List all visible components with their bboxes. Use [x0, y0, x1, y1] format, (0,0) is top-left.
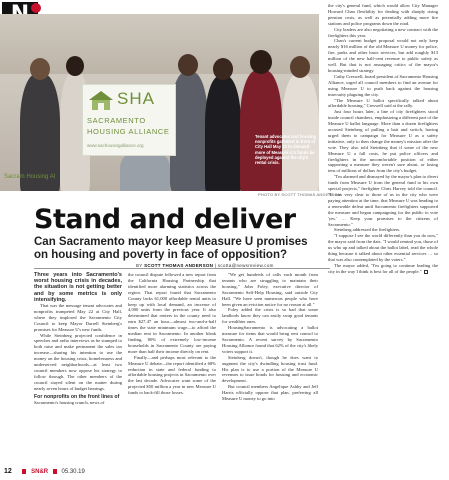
page-footer: [4, 468, 85, 475]
paragraph: That was the message tenant advocates and nonprofits trumpeted May 22 at City Hall, where they implored the Sacramento City Council to keep Mayor Darrell Steinberg's promises for Measure U's new funds.: [34, 303, 122, 332]
paragraph: HousingSacramento is advocating a ballot measure for items that would bring rent control to Sacramento. A recent survey by Sacramento Housing Alliance found that 62% of the city's likely voters support it.: [222, 325, 318, 354]
rally-photo: [0, 14, 319, 191]
byline-email: scotta@newsreview.com: [217, 263, 274, 268]
column-2: [128, 272, 216, 396]
column-1: [34, 272, 122, 406]
banner-line1: SACRAMENTO: [87, 116, 146, 125]
separator-icon: [53, 469, 57, 474]
paragraph: Sacramento's housing crunch, news of: [34, 400, 105, 406]
paragraph: "We get hundreds of calls each month from tenants who are struggling to maintain their housing," John Foley, executive director of Sacramento Self-Help Housing, said outside City Hall. "We have seen numerous people who have been given an eviction notice for no reason at all.": [222, 272, 318, 307]
paragraph-text: The mayor added, "I'm going to continue leading the city in the way I think is best for all of the people.": [328, 262, 438, 274]
logo-dot-icon: [31, 3, 41, 13]
sign-fragment: Sacram Housing Al: [4, 174, 56, 180]
paragraph: Just four hours later, a line of city firefighters stood inside council chambers, emphasizing a different part of the Measure U ballot language. More than a dozen firefighters accused Steinberg of pulling a bait and switch, having urged them to campaign for Measure U as a safety initiative, only to then change the money's mission after the vote. They also told Steinberg that if some of the new Measure U a fall costs, he put police officers and firefighters in the uncomfortable position of either supporting a measure they weren't sure about, or losing tens of millions of dollars from the city's budget.: [328, 109, 438, 174]
paragraph: the city's general fund, which would allow City Manager Howard Chan flexibility for dealing with sharply rising pension costs, as well as potentially adding more fire stations and police programs down the road.: [328, 3, 438, 26]
banner-line2: HOUSING ALLIANCE: [87, 127, 170, 136]
housing-alliance-banner: [82, 84, 176, 156]
column-4: [328, 3, 438, 275]
paragraph: "The Measure U ballot specifically talked about affordable housing," Creswell said at the rally.: [328, 97, 438, 109]
paragraph: "I suppose I see the world differently than you do now," the mayor said from the dais. "I would remind you, those of us who up and talked about the ballot label, read the whole thing because it talked about other essential services … so that was also contemplated by the voters.": [328, 233, 438, 262]
paragraph: the council dispute followed a new report from the California Housing Partnership that identified more alarming statistics across the region. That report found that Sacramento County lacks 61,000 affordable rental units to keep up with local demand, an increase of 4,000 units from the previous year. It also determined that renters in the county need to earn $27.47 an hour—almost two-and-a-half times the state minimum wage—to afford the median rent in Sacramento. In another bleak finding, 80% of extremely low-income households in Sacramento County are paying more than half their income directly on rent.: [128, 272, 216, 354]
byline-prefix: BY: [136, 263, 143, 268]
paragraph: Steinberg addressed the firefighters.: [334, 227, 401, 233]
paragraph: Steinberg doesn't, though he does want to augment the city's dwindling housing trust fund. His plan is to use a portion of the Measure U revenues to issue bonds for housing and economic development.: [222, 354, 318, 384]
byline: BY SCOTT THOMAS ANDERSON | scotta@newsreview.com: [136, 263, 274, 268]
paragraph: "I'm alarmed and dismayed by the mayor's plan to divert funds from Measure U from the general fund to his own special projects," firefighter Chris Harvey told the council. "It was very clear to those of us in the city who were paying attention at the time, that Measure U was heading to a renewable defeat until Sacramento firefighters supported the measure and began campaigning for the public to vote 'yes.' … Keep your promises to the citizens of Sacramento.": [328, 174, 438, 227]
separator-icon: [22, 469, 26, 474]
paragraph: But council members Angelique Ashby and Jeff Harris officially oppose that plan, preferring all Measure U money to go into: [222, 384, 318, 402]
divider: [34, 268, 330, 269]
banner-org: SHA: [117, 89, 155, 108]
photo-credit: PHOTO BY SCOTT THOMAS ANDERSON: [258, 192, 341, 197]
paragraph: Chan's current budget proposal would not only keep nearly $16 million of the old Measure U money for police, fire, parks and other basic services, but add roughly $13 million of the new half-cent revenue to public safety as well. But that is not assuaging critics of the mayor's housing-minded strategy.: [328, 38, 438, 73]
paragraph: [328, 263, 438, 275]
column-3: [222, 272, 318, 402]
subhead: For nonprofits on the front lines of: [34, 393, 120, 400]
paragraph: Foley added the crisis is so bad that some landlords know they can easily swap good tenants for wealthier ones.: [222, 307, 318, 325]
footer-brand: SN&R: [31, 469, 49, 475]
paragraph: City leaders are also negotiating a new contract with the firefighters this year.: [328, 26, 438, 38]
end-mark-icon: [424, 270, 428, 274]
footer-date: 05.30.19: [61, 469, 85, 475]
page-number: 12: [4, 468, 12, 475]
paragraph: While Steinberg projected confidence in speeches and radio interviews as he stumped to both raise and make permanent the sales tax increase—sharing his intention to use the money on the housing crisis, homelessness and underserved neighborhoods—at least two council members now oppose his strategy to follow through. The other members of the council stayed silent on the matter during nearly seven hours of budget hearings.: [34, 332, 122, 391]
house-logo-icon: [87, 89, 115, 111]
deck: Can Sacramento mayor keep Measure U promises on housing and poverty in face of opposition?: [34, 236, 308, 261]
photo-caption: Tenant advocates and housing nonprofits gathered in front of City Hall May 22 to demand more of Measure U's funds be deployed against the city's rental crisis.: [255, 134, 317, 166]
paragraph: Finally—and perhaps most relevant to the Measure U debate—the report identified a 68% reduction in state and federal funding to affordable housing projects in Sacramento over the last decade. Advocates want some of the projected $50 million a year in new Measure U funds to back-fill those losses.: [128, 354, 216, 396]
headline: Stand and deliver: [34, 204, 296, 235]
lead-paragraph: Three years into Sacramento's worst housing crisis in decades, the situation is not getting better and by some metrics is only intensifying.: [34, 272, 122, 303]
byline-name: SCOTT THOMAS ANDERSON: [144, 263, 214, 268]
paragraph: Cathy Creswell, board president of Sacramento Housing Alliance, urged all council members to find an avenue for using Measure U to push back against the housing insecurity plaguing the city.: [328, 73, 438, 97]
banner-url: www.sachousingalliance.org: [87, 143, 144, 148]
